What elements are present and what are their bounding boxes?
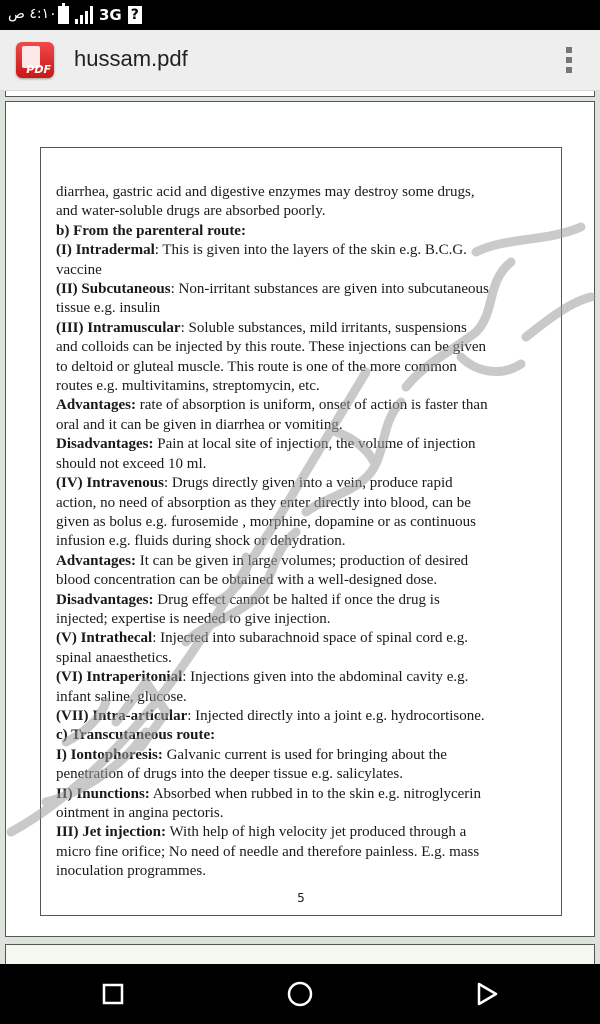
line-bold-term: (I) Intradermal — [56, 242, 155, 259]
document-line — [56, 299, 556, 318]
document-line — [56, 785, 556, 804]
line-text: and water-soluble drugs are absorbed poorly. — [56, 203, 326, 220]
line-bold-term: II) Inunctions: — [56, 785, 150, 802]
status-icons — [58, 5, 142, 25]
line-bold-term: Advantages: — [56, 397, 137, 414]
document-line — [56, 416, 556, 435]
document-line — [56, 649, 556, 668]
document-line — [56, 843, 556, 862]
overflow-menu-icon[interactable] — [566, 47, 572, 73]
document-line — [56, 377, 556, 396]
document-line — [56, 513, 556, 532]
line-bold-term: (IV) Intravenous — [56, 475, 164, 492]
line-text: micro fine orifice; No need of needle and therefore painless. E.g. mass — [56, 843, 480, 860]
line-text: oral and it can be given in diarrhea or vomiting. — [56, 416, 343, 433]
document-line — [56, 474, 556, 493]
line-text: to deltoid or gluteal muscle. This route is one of the more common — [56, 358, 457, 375]
line-text: Drug effect cannot be halted if once the drug is — [153, 591, 440, 608]
network-3g-icon: 3G — [99, 6, 122, 24]
document-line — [56, 358, 556, 377]
line-bold-term: Disadvantages: — [56, 436, 154, 453]
line-text: injected; expertise is needed to give injection. — [56, 610, 331, 627]
document-line — [56, 261, 556, 280]
back-triangle-icon[interactable] — [471, 978, 503, 1010]
previous-page-edge — [5, 91, 595, 97]
document-line — [56, 765, 556, 784]
status-time: ٤:١٠ ص — [8, 6, 57, 22]
line-bold-term: c) Transcutaneous route: — [56, 727, 216, 744]
line-bold-term: (VI) Intraperitonial — [56, 669, 183, 686]
line-text: Pain at local site of injection, the volume of injection — [153, 436, 476, 453]
document-line — [56, 241, 556, 260]
pdf-page[interactable] — [5, 101, 595, 937]
page-content — [56, 183, 556, 882]
document-line — [56, 591, 556, 610]
line-text: and colloids can be injected by this route. These injections can be given — [56, 339, 487, 356]
document-line — [56, 319, 556, 338]
line-bold-term: (VII) Intra-articular — [56, 707, 188, 724]
line-text: : Drugs directly given into a vein, produce rapid — [163, 475, 453, 492]
pdf-app-icon — [16, 42, 54, 78]
document-line — [56, 338, 556, 357]
line-text: inoculation programmes. — [56, 863, 206, 880]
line-text: : Injected into subarachnoid space of spinal cord e.g. — [152, 630, 468, 647]
document-line — [56, 804, 556, 823]
line-bold-term: III) Jet injection: — [56, 824, 166, 841]
document-line — [56, 610, 556, 629]
pdf-icon-label: PDF — [26, 63, 51, 76]
recents-square-icon[interactable] — [97, 978, 129, 1010]
page-number: 5 — [297, 891, 305, 905]
line-text: infant saline, glucose. — [56, 688, 187, 705]
line-text: : Non-irritant substances are given into subcutaneous — [170, 281, 489, 298]
line-text: blood concentration can be obtained with a well-designed dose. — [56, 572, 438, 589]
line-text: action, no need of absorption as they enter directly into blood, can be — [56, 494, 471, 511]
next-page-edge — [5, 944, 595, 964]
line-text: given as bolus e.g. furosemide , morphine, dopamine or as continuous — [56, 513, 476, 530]
line-text: vaccine — [56, 261, 102, 278]
document-line — [56, 280, 556, 299]
line-text: ointment in angina pectoris. — [56, 805, 224, 821]
line-bold-term: (III) Intramuscular — [56, 319, 181, 336]
line-bold-term: Disadvantages: — [56, 591, 154, 608]
document-line — [56, 668, 556, 687]
line-text: routes e.g. multivitamins, streptomycin, etc. — [56, 378, 320, 395]
home-circle-icon[interactable] — [284, 978, 316, 1010]
line-text: Absorbed when rubbed in to the skin e.g. nitroglycerin — [149, 785, 481, 802]
line-bold-term: b) From the parenteral route: — [56, 222, 246, 239]
line-text: spinal anaesthetics. — [56, 649, 172, 666]
line-text: : Soluble substances, mild irritants, suspensions — [180, 319, 467, 336]
line-text: : This is given into the layers of the skin e.g. B.C.G. — [154, 242, 467, 259]
document-line — [56, 396, 556, 415]
line-text: penetration of drugs into the deeper tissue e.g. salicylates. — [56, 766, 403, 783]
line-bold-term: (V) Intrathecal — [56, 630, 153, 647]
line-text: infusion e.g. fluids during shock or dehydration. — [56, 533, 346, 550]
line-text: should not exceed 10 ml. — [56, 455, 207, 472]
document-line — [56, 862, 556, 881]
signal-icon — [75, 6, 93, 24]
document-line — [56, 707, 556, 726]
line-text: rate of absorption is uniform, onset of action is faster than — [136, 397, 488, 414]
pdf-viewer[interactable] — [0, 91, 600, 964]
line-bold-term: I) Iontophoresis: — [56, 746, 163, 763]
document-line — [56, 571, 556, 590]
line-bold-term: (II) Subcutaneous — [56, 281, 171, 298]
line-bold-term: Advantages: — [56, 552, 137, 569]
app-bar — [0, 30, 600, 91]
navigation-bar — [0, 964, 600, 1024]
line-text: With help of high velocity jet produced through a — [165, 824, 467, 841]
document-title: hussam.pdf — [74, 46, 188, 71]
document-line — [56, 746, 556, 765]
document-line — [56, 688, 556, 707]
battery-charging-icon — [58, 6, 69, 24]
document-line — [56, 726, 556, 745]
line-text: Galvanic current is used for bringing about the — [162, 746, 447, 763]
line-text: : Injections given into the abdominal cavity e.g. — [182, 669, 469, 686]
line-text: : Injected directly into a joint e.g. hydrocortisone. — [187, 707, 485, 724]
document-line — [56, 435, 556, 454]
document-line — [56, 629, 556, 648]
line-text: tissue e.g. insulin — [56, 300, 161, 317]
document-line — [56, 222, 556, 241]
document-line — [56, 823, 556, 842]
no-sim-icon: ? — [128, 6, 142, 24]
document-line — [56, 532, 556, 551]
status-bar — [0, 0, 600, 30]
line-text: It can be given in large volumes; production of desired — [136, 552, 469, 569]
document-line — [56, 202, 556, 221]
document-line — [56, 494, 556, 513]
line-text: diarrhea, gastric acid and digestive enzymes may destroy some drugs, — [56, 184, 475, 200]
document-line — [56, 183, 556, 202]
document-line — [56, 455, 556, 474]
document-line — [56, 552, 556, 571]
